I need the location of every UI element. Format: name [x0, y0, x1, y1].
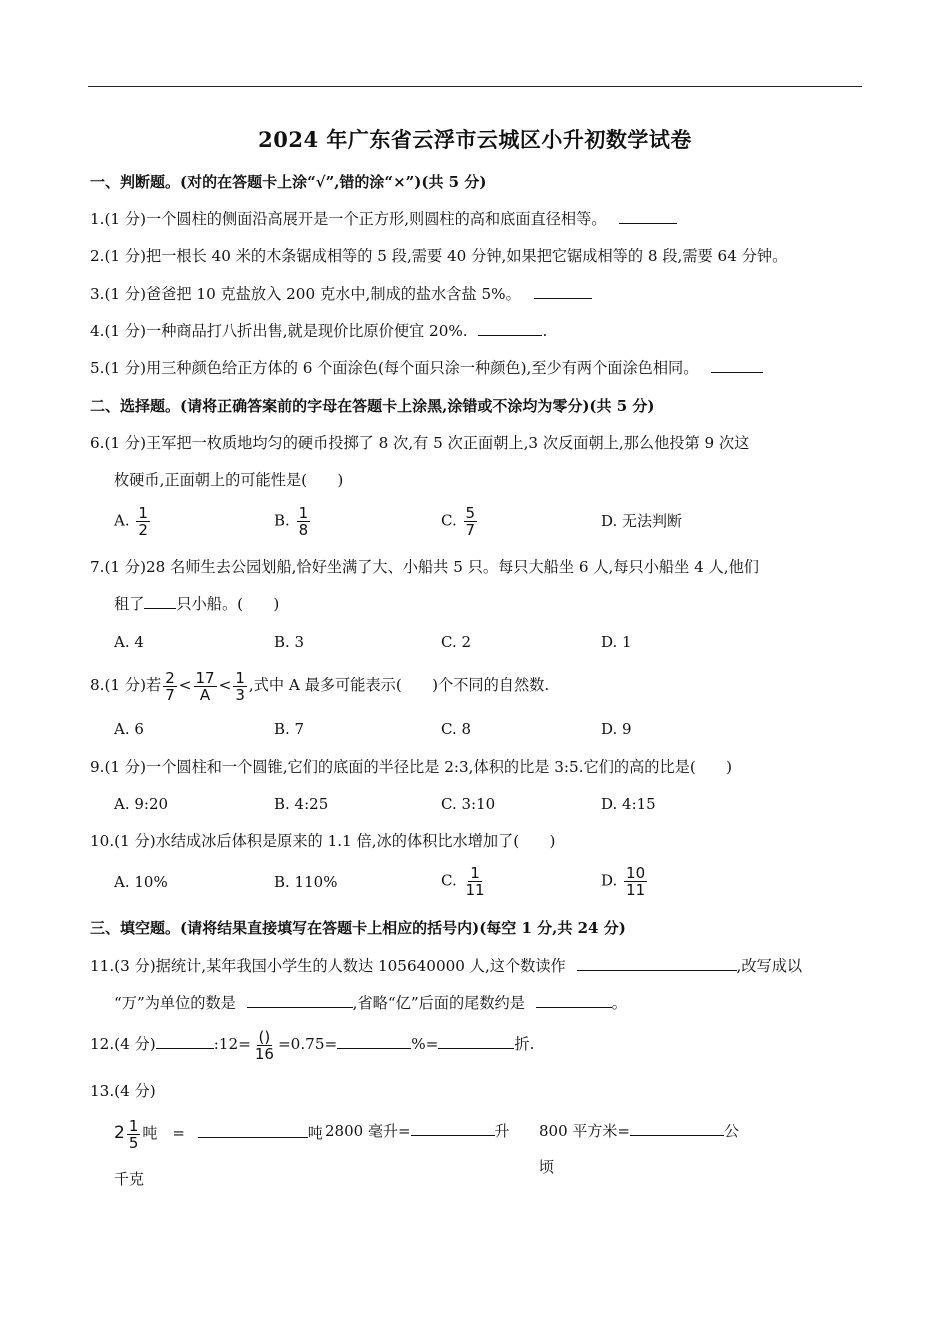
q1-text: 1.(1 分)一个圆柱的侧面沿高展开是一个正方形,则圆柱的高和底面直径相等。 — [90, 210, 607, 228]
question-12: 12.(4 分) :12= $\frac{()}{16}$ =0.75= %= 折. — [90, 1027, 535, 1063]
q10-option-c[interactable]: C. $\frac{1}{11}$ — [441, 864, 485, 899]
q13-blank-2[interactable] — [411, 1121, 495, 1136]
q7-answer-blank[interactable] — [144, 594, 176, 609]
question-6-line-1: 6.(1 分)王军把一枚质地均匀的硬币投掷了 8 次,有 5 次正面朝上,3 次反面朝上,那么他投第 9 次这 — [90, 434, 750, 452]
q10-option-c-fraction: $\frac{1}{11}$ — [465, 864, 485, 899]
q1-answer-blank[interactable] — [619, 209, 677, 224]
question-7-line-1: 7.(1 分)28 名师生去公园划船,恰好坐满了大、小船共 5 只。每只大船坐 6 人,每只小船坐 4 人,他们 — [90, 558, 759, 576]
q11-blank-wan[interactable] — [247, 993, 353, 1008]
q13-item-1: 2 $\frac{1}{5}$ 吨 = 吨 — [114, 1116, 323, 1152]
question-6-line-2: 枚硬币,正面朝上的可能性是( ) — [114, 471, 344, 489]
page-title: 2024 年广东省云浮市云城区小升初数学试卷 — [258, 127, 692, 152]
q9-option-b[interactable]: B. 4:25 — [274, 795, 329, 813]
q9-option-c[interactable]: C. 3:10 — [441, 795, 496, 813]
q11-blank-reading[interactable] — [577, 956, 737, 971]
q10-option-b[interactable]: B. 110% — [274, 873, 338, 891]
q8-fraction-1: $\frac{2}{7}$ — [165, 668, 175, 704]
q13-blank-3[interactable] — [630, 1121, 724, 1136]
question-3 — [90, 284, 592, 304]
q8-option-a[interactable]: A. 6 — [114, 720, 144, 738]
q9-option-a[interactable]: A. 9:20 — [114, 795, 169, 813]
q13-item-3: 800 平方米= 公 — [539, 1122, 739, 1140]
q7-option-b[interactable]: B. 3 — [274, 633, 305, 651]
q13-item-1-unit: 千克 — [114, 1170, 145, 1188]
q4-text: 4.(1 分)一种商品打八折出售,就是现价比原价便宜 20%. — [90, 322, 468, 340]
q9-option-d[interactable]: D. 4:15 — [601, 795, 656, 813]
q8-option-c[interactable]: C. 8 — [441, 720, 472, 738]
question-4 — [90, 321, 547, 341]
question-7-line-2: 租了 只小船。( ) — [114, 595, 280, 613]
top-rule — [88, 86, 862, 87]
q6-option-c-fraction: $\frac{5}{7}$ — [465, 504, 476, 539]
q13-item-3-unit: 顷 — [539, 1158, 555, 1176]
q10-option-d[interactable]: D. $\frac{10}{11}$ — [601, 864, 646, 899]
question-9: 9.(1 分)一个圆柱和一个圆锥,它们的底面的半径比是 2:3,体积的比是 3:5.它们的高的比是( ) — [90, 758, 733, 776]
q7-option-a[interactable]: A. 4 — [114, 633, 144, 651]
q8-option-b[interactable]: B. 7 — [274, 720, 305, 738]
q10-option-a[interactable]: A. 10% — [114, 873, 168, 891]
q6-option-c[interactable]: C. $\frac{5}{7}$ — [441, 504, 476, 539]
q3-answer-blank[interactable] — [534, 284, 592, 299]
q13-mixed-fraction: $\frac{1}{5}$ — [128, 1116, 139, 1152]
question-13: 13.(4 分) — [90, 1082, 156, 1100]
q13-blank-1[interactable] — [198, 1123, 308, 1138]
question-1 — [90, 209, 677, 229]
q12-blank-2[interactable] — [337, 1034, 411, 1049]
q12-blank-3[interactable] — [438, 1034, 514, 1049]
question-10: 10.(1 分)水结成冰后体积是原来的 1.1 倍,冰的体积比水增加了( ) — [90, 832, 556, 850]
q4-period: . — [542, 322, 548, 340]
q8-fraction-2: $\frac{17}{A}$ — [195, 668, 215, 704]
q6-option-d[interactable]: D. 无法判断 — [601, 512, 683, 530]
q6-option-b-fraction: $\frac{1}{8}$ — [298, 504, 309, 539]
question-5 — [90, 358, 763, 378]
q12-blank-1[interactable] — [156, 1034, 214, 1049]
question-11-line-1: 11.(3 分)据统计,某年我国小学生的人数达 105640000 人,这个数读作 ,改写成以 — [90, 957, 803, 975]
q11-blank-yi[interactable] — [536, 993, 612, 1008]
q2-text: 2.(1 分)把一根长 40 米的木条锯成相等的 5 段,需要 40 分钟,如果把它锯成相等的 8 段,需要 64 分钟。 — [90, 247, 788, 265]
q10-option-d-fraction: $\frac{10}{11}$ — [626, 864, 646, 899]
question-11-line-2: “万”为单位的数是 ,省略“亿”后面的尾数约是 。 — [114, 994, 627, 1012]
section-1-heading: 一、判断题。(对的在答题卡上涂“√”,错的涂“×”)(共 5 分) — [90, 173, 487, 191]
section-2-heading: 二、选择题。(请将正确答案前的字母在答题卡上涂黑,涂错或不涂均为零分)(共 5 分) — [90, 397, 655, 415]
q6-option-a-fraction: $\frac{1}{2}$ — [138, 504, 148, 539]
q7-option-c[interactable]: C. 2 — [441, 633, 472, 651]
q5-answer-blank[interactable] — [711, 358, 763, 373]
q12-fraction: $\frac{()}{16}$ — [254, 1027, 274, 1063]
question-8: 8.(1 分)若 $\frac{2}{7}$ < $\frac{17}{A}$ < $\frac{1}{3}$ ,式中 A 最多可能表示( )个不同的自然数. — [90, 668, 550, 704]
q8-fraction-3: $\frac{1}{3}$ — [235, 668, 245, 704]
q6-option-b[interactable]: B. $\frac{1}{8}$ — [274, 504, 309, 539]
q3-text: 3.(1 分)爸爸把 10 克盐放入 200 克水中,制成的盐水含盐 5%。 — [90, 285, 521, 303]
q8-option-d[interactable]: D. 9 — [601, 720, 632, 738]
q7-option-d[interactable]: D. 1 — [601, 633, 632, 651]
q6-option-a[interactable]: A. $\frac{1}{2}$ — [114, 504, 148, 539]
q4-answer-blank[interactable] — [478, 321, 542, 336]
q13-item-2: 2800 毫升= 升 — [325, 1122, 510, 1140]
section-3-heading: 三、填空题。(请将结果直接填写在答题卡上相应的括号内)(每空 1 分,共 24 分) — [90, 919, 626, 937]
q5-text: 5.(1 分)用三种颜色给正方体的 6 个面涂色(每个面只涂一种颜色),至少有两个面涂色相同。 — [90, 359, 699, 377]
question-2 — [90, 246, 787, 266]
